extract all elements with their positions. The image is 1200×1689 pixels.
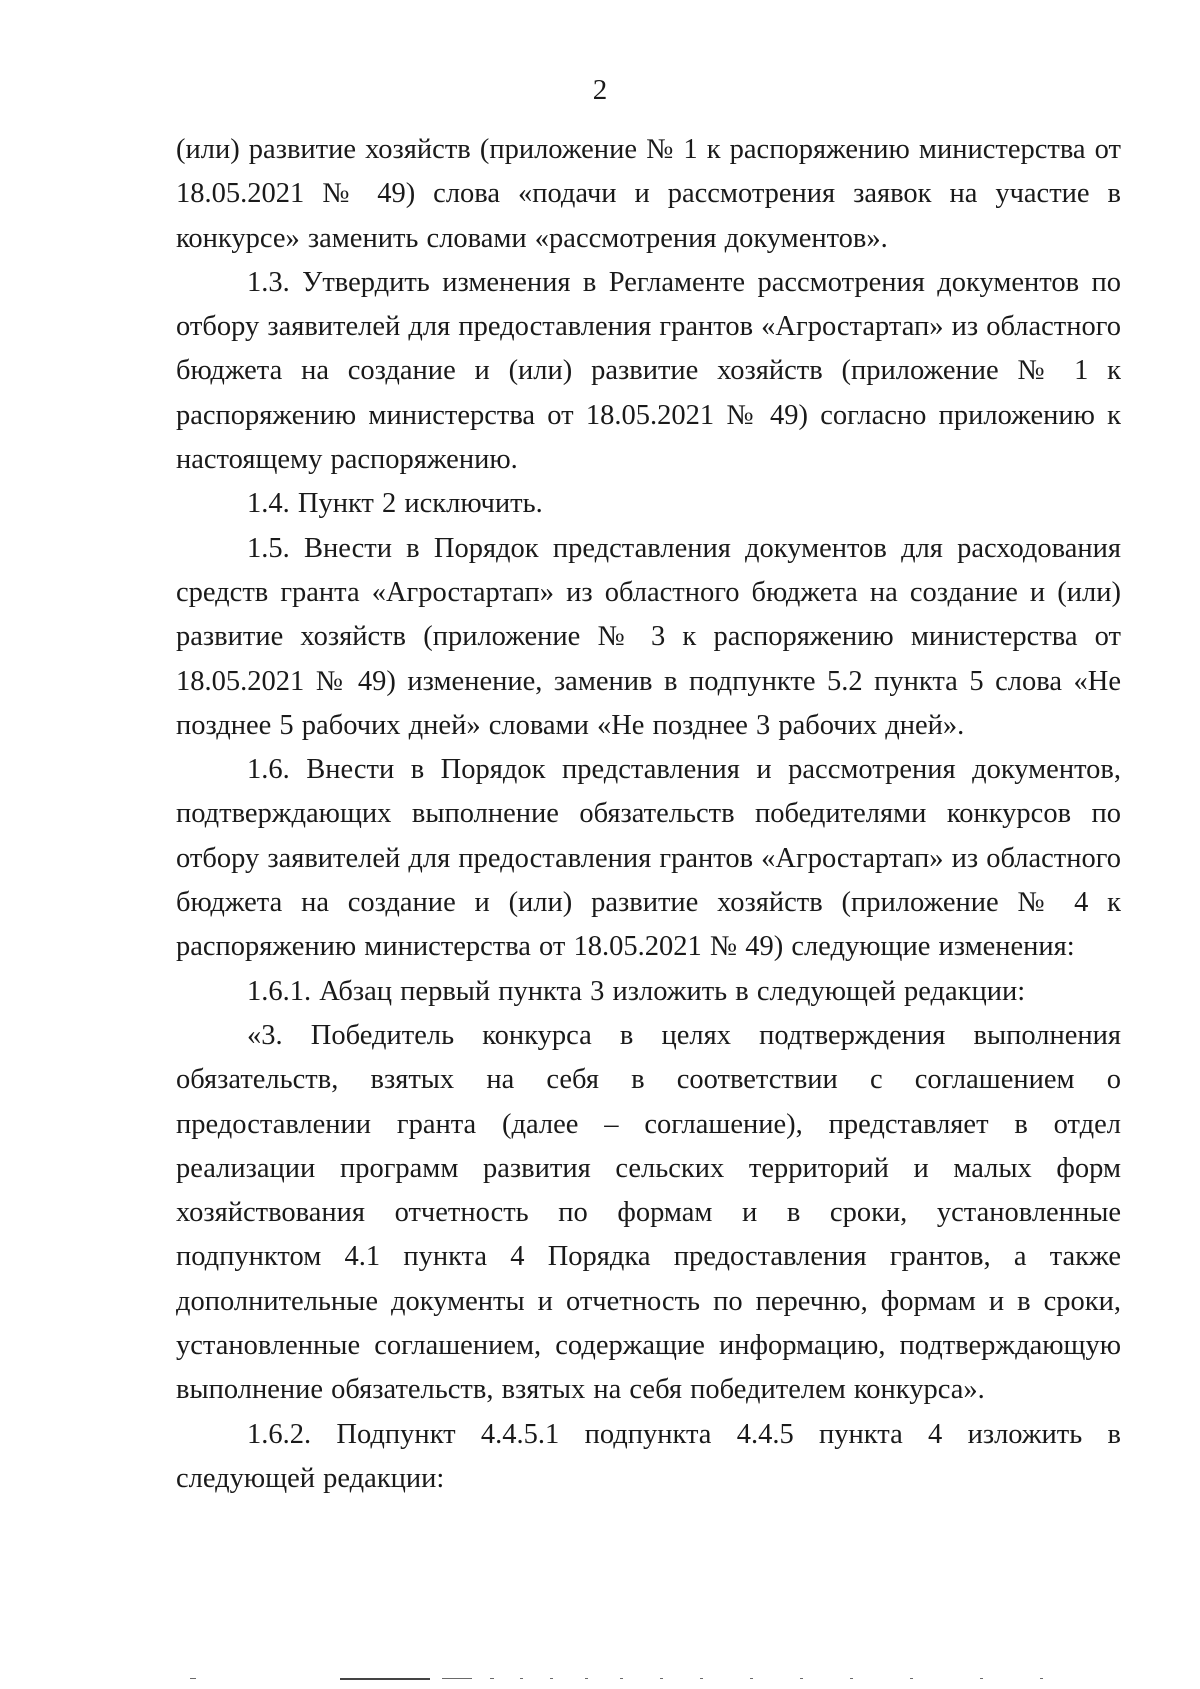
scan-artifact-line [190,1676,1090,1682]
page-number: 2 [592,74,608,106]
paragraph-1-3: 1.3. Утвердить изменения в Регламенте рассмотрения документов по отбору заявителей для предоставления грантов «Агростартап» из областного бюджета на создание и (или) развитие хозяйств (приложение № 1 к распоряжению министерства от 18.05.2021 № 49) согласно приложению к настоящему распоряжению. [176,266,1121,476]
paragraph-1-6-1: 1.6.1. Абзац первый пункта 3 изложить в следующей редакции: [247,975,1026,1007]
paragraph-1-5: 1.5. Внести в Порядок представления документов для расходования средств гранта «Агростартап» из областного бюджета на создание и (или) развитие хозяйств (приложение № 3 к распоряжению министерства от 18.05.2021 № 49) изменение, заменив в подпункте 5.2 пункта 5 слова «Не позднее 5 рабочих дней» словами «Не позднее 3 рабочих дней». [176,532,1121,741]
paragraph-1-6-2: 1.6.2. Подпункт 4.4.5.1 подпункта 4.4.5 пункта 4 изложить в следующей редакции: [176,1418,1121,1494]
paragraph-1-6: 1.6. Внести в Порядок представления и рассмотрения документов, подтверждающих выполнение обязательств победителями конкурсов по отбору заявителей для предоставления грантов «Агростартап» из областного бюджета на создание и (или) развитие хозяйств (приложение № 4 к распоряжению министерства от 18.05.2021 № 49) следующие изменения: [176,754,1121,963]
paragraph-quoted-item-3: «3. Победитель конкурса в целях подтверждения выполнения обязательств, взятых на себя в соответствии с соглашением о предоставлении гранта (далее – соглашение), представляет в отдел реализации программ развития сельских территорий и малых форм хозяйствования отчетность по формам и в сроки, установленные подпунктом 4.1 пункта 4 Порядка предоставления грантов, а также дополнительные документы и отчетность по перечню, формам и в сроки, установленные соглашением, содержащие информацию, подтверждающую выполнение обязательств, взятых на себя победителем конкурса». [176,1019,1121,1406]
paragraph-1-4: 1.4. Пункт 2 исключить. [247,488,543,520]
document-body [176,128,1121,1501]
paragraph-continuation: (или) развитие хозяйств (приложение № 1 к распоряжению министерства от 18.05.2021 № 49) слова «подачи и рассмотрения заявок на участие в конкурсе» заменить словами «рассмотрения документов». [176,134,1121,254]
